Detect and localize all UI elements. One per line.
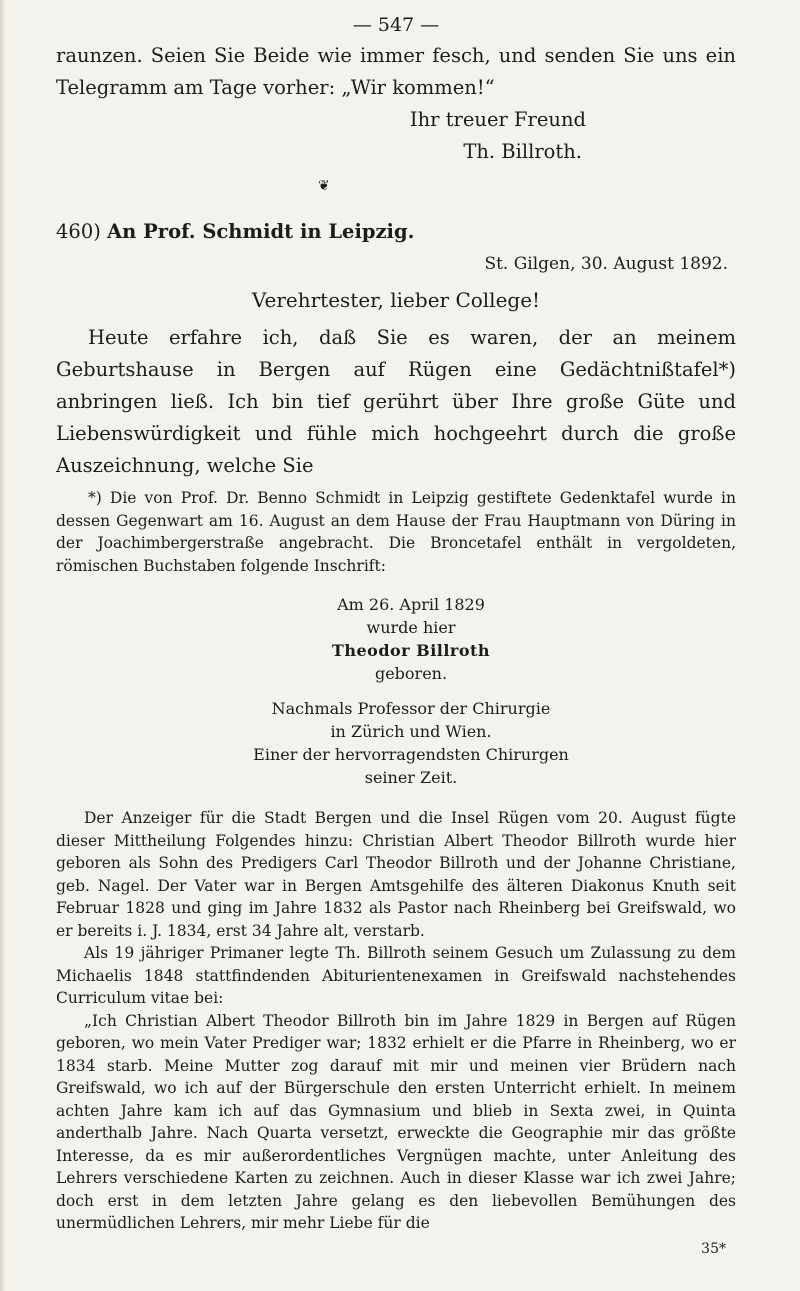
letter-place-date: St. Gilgen, 30. August 1892.: [484, 254, 728, 274]
inscription-line: geboren.: [374, 664, 448, 683]
letter-number: 460): [56, 220, 101, 243]
inscription: [86, 593, 736, 789]
main-text: [56, 40, 736, 482]
inscription-line: wurde hier: [366, 618, 456, 637]
sheet-signature: 35*: [701, 1240, 726, 1257]
ornament-icon: ❦: [318, 178, 330, 194]
closing-greeting: Ihr treuer Freund: [409, 108, 586, 131]
letter-heading: [56, 216, 736, 248]
inscription-line: Nachmals Professor der Chirurgie: [271, 699, 551, 718]
footnote-paragraph: Der Anzeiger für die Stadt Bergen und die Insel Rügen vom 20. August fügte dieser Mittheilung Folgendes hinzu: Christian Albert Theodor Billroth wurde hier geboren als Sohn des Predigers Carl Theodor Billroth und der Johanne Christiane, geb. Nagel. Der Vater war in Bergen Amtsgehilfe des älteren Diakonus Knuth seit Februar 1828 und ging im Jahre 1832 als Pastor nach Rheinberg bei Greifswald, wo er bereits i. J. 1834, erst 34 Jahre alt, verstarb.: [56, 809, 736, 940]
inscription-line: Theodor Billroth: [331, 641, 491, 660]
footnote-paragraph: Als 19 jähriger Primaner legte Th. Billroth seinem Gesuch um Zulassung zu dem Michaelis 1848 stattfindenden Abiturientenexamen in Greifswald nachstehendes Curriculum vitae bei:: [56, 944, 736, 1007]
signature: Th. Billroth.: [463, 140, 582, 163]
inscription-line: seiner Zeit.: [364, 768, 458, 787]
inscription-line: Am 26. April 1829: [337, 595, 485, 614]
inscription-line: Einer der hervorragendsten Chirurgen: [253, 745, 569, 764]
footnote-intro: *) Die von Prof. Dr. Benno Schmidt in Leipzig gestiftete Gedenktafel wurde in dessen Gegenwart am 16. August an dem Hause der Frau Hauptmann von Düring in der Joachimbergerstraße angebracht. Die Broncetafel enthält in vergoldeten, römischen Buchstaben folgende Inschrift:: [56, 489, 736, 575]
footnote: [56, 486, 736, 1235]
letter-salutation: Verehrtester, lieber College!: [251, 288, 541, 312]
page-number: — 547 —: [352, 14, 440, 36]
footnote-paragraph: „Ich Christian Albert Theodor Billroth bin im Jahre 1829 in Bergen auf Rügen geboren, wo mein Vater Prediger war; 1832 erhielt er die Pfarre in Rheinberg, wo er 1834 starb. Meine Mutter zog darauf mit mir und meinen vier Brüdern nach Greifswald, wo ich auf der Bürgerschule den ersten Unterricht erhielt. In meinem achten Jahre kam ich auf das Gymnasium und blieb in Sexta zwei, in Quinta anderthalb Jahre. Nach Quarta versetzt, erweckte die Geographie mir das größte Interesse, da es mir außerordentliches Vergnügen machte, unter Anleitung des Lehrers verschiedene Karten zu zeichnen. Auch in dieser Klasse war ich zwei Jahre; doch erst in dem letzten Jahre gelang es den liebevollen Bemühungen des unermüdlichen Lehrers, mir mehr Liebe für die: [56, 1011, 736, 1232]
continuation-text: raunzen. Seien Sie Beide wie immer fesch, und senden Sie uns ein Telegramm am Tage vorher: „Wir kommen!“: [56, 44, 736, 99]
footnote-paragraphs: [56, 807, 736, 1235]
letter-addressee: An Prof. Schmidt in Leipzig.: [107, 220, 415, 243]
letter-body: Heute erfahre ich, daß Sie es waren, der an meinem Geburtshause in Bergen auf Rügen eine Gedächtnißtafel*) anbringen ließ. Ich bin tief gerührt über Ihre große Güte und Liebenswürdigkeit und fühle mich hochgeehrt durch die große Auszeichnung, welche Sie: [56, 326, 736, 477]
inscription-line: in Zürich und Wien.: [330, 722, 492, 741]
